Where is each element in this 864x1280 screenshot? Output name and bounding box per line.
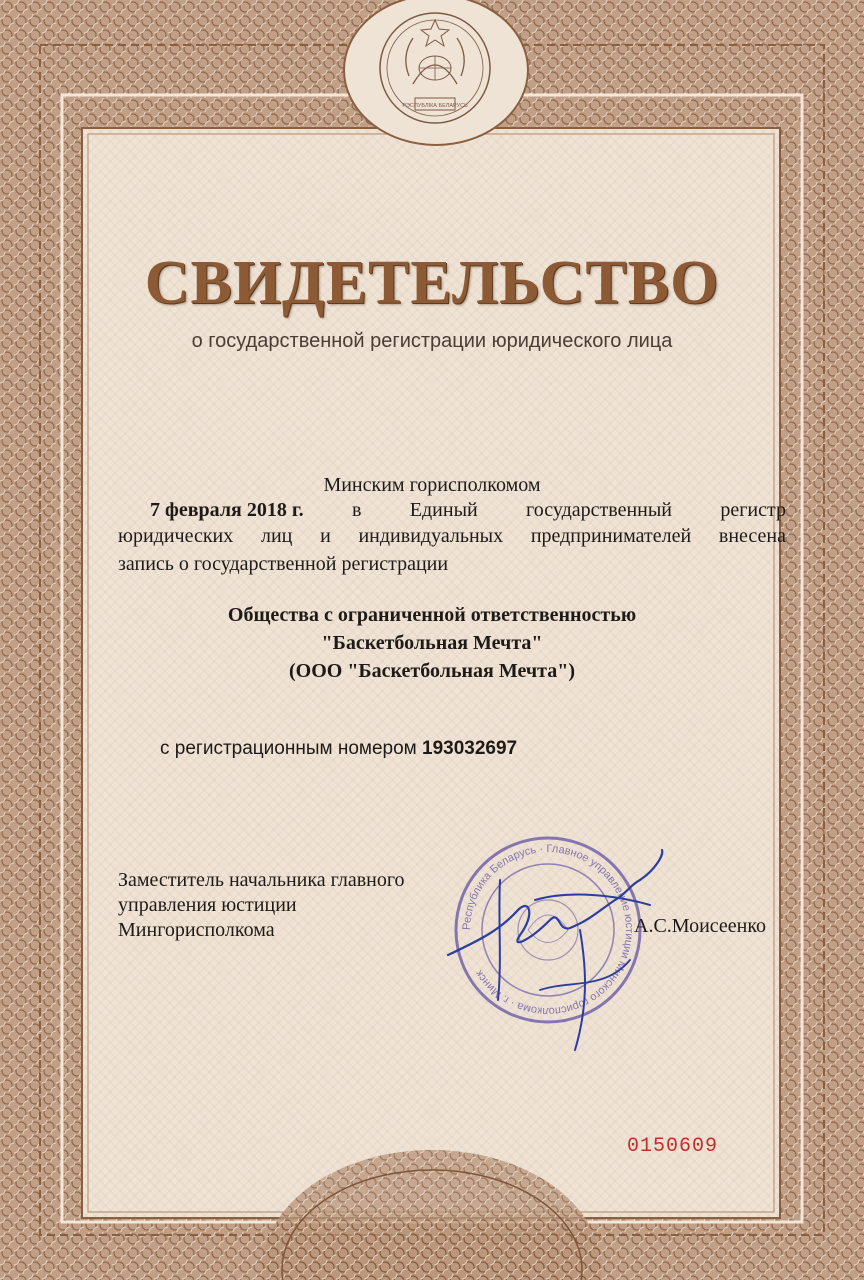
text-word: государственный [526, 499, 673, 521]
text-word: лиц [260, 525, 293, 547]
registration-text-line-3: запись о государственной регистрации [118, 553, 449, 575]
signatory-title-line: управления юстиции [118, 894, 297, 916]
serial-number: 0150609 [627, 1135, 719, 1158]
text-word: внесена [718, 525, 786, 547]
text-word: регистр [720, 499, 786, 521]
signatory-title-line: Заместитель начальника главного [118, 869, 405, 891]
seal-text: Республика Беларусь · Главное управление юстиции Минского горисполкома · г. Минск [460, 842, 636, 1018]
text-word: юридических [118, 525, 234, 547]
document-subtitle: о государственной регистрации юридического лица [191, 330, 673, 352]
handwritten-signature-icon [440, 840, 680, 1060]
document-title: СВИДЕТЕЛЬСТВО [144, 249, 720, 317]
registration-number-line [160, 738, 517, 760]
signatory-title [118, 868, 405, 943]
text-word: и [320, 525, 331, 547]
text-word: предпринимателей [530, 525, 692, 547]
registration-date: 7 февраля 2018 г. [150, 499, 304, 521]
organization-short-name: (ООО "Баскетбольная Мечта") [289, 660, 575, 682]
organization-name-line-1: Общества с ограниченной ответственностью [227, 604, 637, 626]
emblem-text: РЭСПУБЛІКА БЕЛАРУСЬ [402, 103, 468, 109]
signatory-name: А.С.Моисеенко [634, 915, 767, 937]
registration-number-label: с регистрационным номером [160, 738, 417, 759]
text-word: в [352, 499, 362, 521]
organization-name-line-2: "Баскетбольная Мечта" [321, 632, 543, 654]
signatory-title-line: Мингорисполкома [118, 919, 275, 941]
registration-text-line-2 [118, 525, 786, 548]
state-emblem-icon [375, 6, 495, 128]
issuer: Минским горисполкомом [323, 474, 541, 496]
text-word: Единый [409, 499, 478, 521]
registration-number: 193032697 [422, 738, 518, 759]
registration-text-line-1 [150, 499, 786, 522]
text-word: индивидуальных [358, 525, 504, 547]
